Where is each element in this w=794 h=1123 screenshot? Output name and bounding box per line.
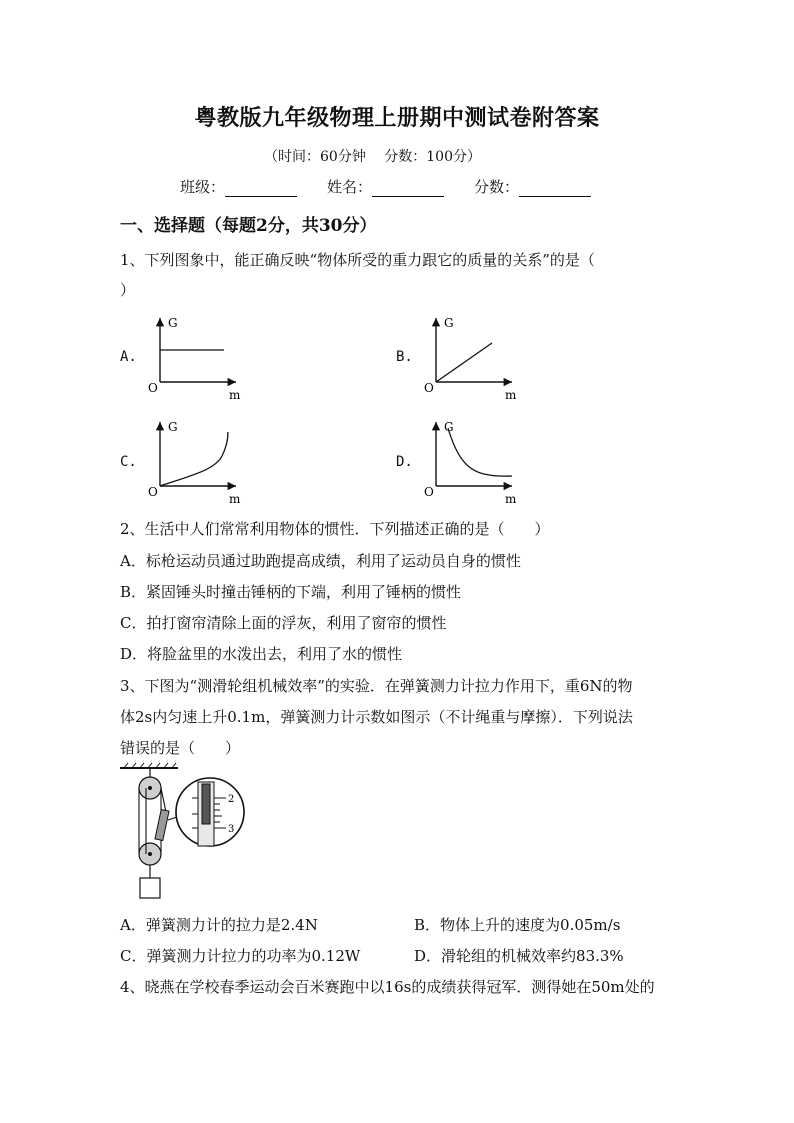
q2-option-b: B．紧固锤头时撞击锤柄的下端，利用了锤柄的惯性 xyxy=(120,583,462,601)
q2-option-d: D．将脸盆里的水泼出去，利用了水的惯性 xyxy=(120,645,403,663)
weight-block xyxy=(140,878,160,898)
q3-stem-line1: 3、下图为“测滑轮组机械效率”的实验．在弹簧测力计拉力作用下，重6N的物 xyxy=(120,677,633,695)
q1-graphs xyxy=(0,0,794,520)
graph-c xyxy=(148,420,241,506)
score-label: 分数： xyxy=(474,178,520,196)
q1-stem-line1: 1、下列图象中，能正确反映“物体所受的重力跟它的质量的关系”的是（ xyxy=(120,251,595,269)
graph-c-origin: O xyxy=(148,485,158,499)
graph-a-y-label: G xyxy=(168,316,178,330)
exam-subtitle: （时间：60分钟 分数：100分） xyxy=(264,149,481,165)
document-title: 粤教版九年级物理上册期中测试卷附答案 xyxy=(194,105,600,131)
graph-d-origin: O xyxy=(424,485,434,499)
q2-option-c: C．拍打窗帘清除上面的浮灰，利用了窗帘的惯性 xyxy=(120,614,447,632)
q3-option-d: D．滑轮组的机械效率约83.3% xyxy=(414,947,624,965)
graph-b-y-label: G xyxy=(444,316,454,330)
graph-b-curve xyxy=(436,343,492,382)
graph-a xyxy=(148,316,241,402)
graph-c-curve xyxy=(160,432,228,486)
q2-stem: 2、生活中人们常常利用物体的惯性．下列描述正确的是（ ） xyxy=(120,520,550,538)
graph-b xyxy=(424,316,517,402)
q1-option-a-label: A. xyxy=(120,349,137,365)
class-label: 班级： xyxy=(180,178,226,196)
q3-option-b: B．物体上升的速度为0.05m/s xyxy=(414,916,621,934)
q3-option-c: C．弹簧测力计拉力的功率为0.12W xyxy=(120,947,361,965)
graph-d-x-label: m xyxy=(505,492,517,506)
graph-a-x-label: m xyxy=(229,388,241,402)
graph-c-y-label: G xyxy=(168,420,178,434)
pulley-diagram xyxy=(118,762,248,904)
q1-option-d-label: D. xyxy=(396,454,413,470)
name-label: 姓名： xyxy=(327,178,373,196)
q2-option-a: A．标枪运动员通过助跑提高成绩，利用了运动员自身的惯性 xyxy=(120,552,521,570)
scale-label-2: 2 xyxy=(228,794,235,805)
spring-scale xyxy=(155,809,169,840)
q1-option-c-label: C. xyxy=(120,454,137,470)
q4-stem-line1: 4、晓燕在学校春季运动会百米赛跑中以16s的成绩获得冠军．测得她在50m处的 xyxy=(120,978,655,996)
q3-stem-line2: 体2s内匀速上升0.1m，弹簧测力计示数如图示（不计绳重与摩擦）．下列说法 xyxy=(120,708,633,726)
graph-c-x-label: m xyxy=(229,492,241,506)
scale-label-3: 3 xyxy=(228,824,235,835)
q1-option-b-label: B. xyxy=(396,349,413,365)
q3-stem-line3: 错误的是（ ） xyxy=(120,739,241,757)
graph-d xyxy=(424,420,517,506)
section-heading: 一、选择题（每题2分，共30分） xyxy=(120,216,377,236)
graph-a-origin: O xyxy=(148,381,158,395)
q3-option-a: A．弹簧测力计的拉力是2.4N xyxy=(120,916,318,934)
graph-d-y-label: G xyxy=(444,420,454,434)
graph-d-curve xyxy=(448,428,512,476)
graph-b-origin: O xyxy=(424,381,434,395)
q1-stem-line2: ） xyxy=(120,281,136,299)
graph-b-x-label: m xyxy=(505,388,517,402)
